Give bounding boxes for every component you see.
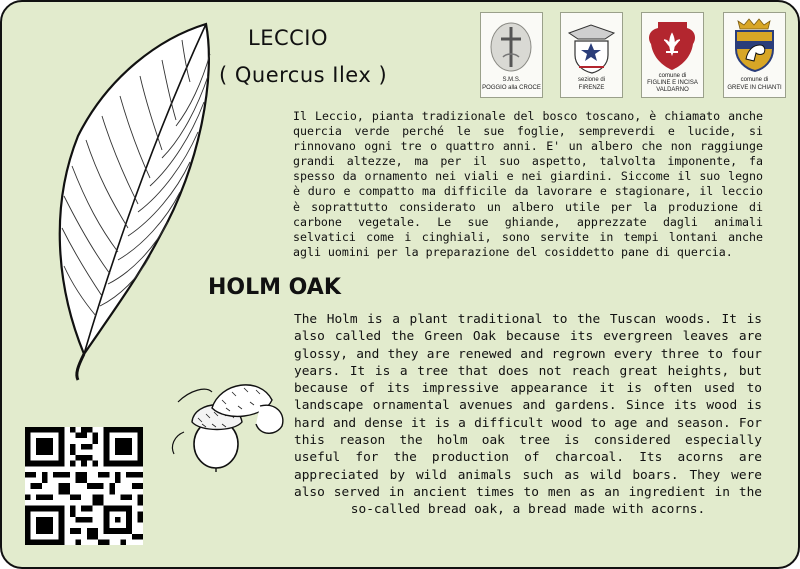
- logo-caption: S.M.S.: [502, 77, 521, 83]
- title-italian-name: LECCIO: [248, 26, 329, 50]
- municipal-crest-lily-icon: [642, 16, 703, 74]
- logo-figline-incisa: [641, 12, 704, 98]
- leaf-illustration: [20, 16, 220, 386]
- cross-relief-icon: [481, 17, 542, 77]
- description-italian: Il Leccio, pianta tradizionale del bosco toscano, è chiamato anche quercia verde perché le sue foglie, sempreverdi e lucide, si rinnovano ogni tre o quattro anni. E' un albero che non raggiunge grandi altezze, ma per il suo aspetto, talvolta imponente, fa spesso da ornamento nei viali e nei giardini. Siccome il suo legno è duro e compatto ma difficile da lavorare e stagionare, il leccio è soprattutto considerato un albero utile per la produzione di carbone vegetale. Le sue ghiande, apprezzate dagli animali selvatici come i cinghiali, sono servite in tempi lontani anche agli uomini per la preparazione del cosiddetto pane di quercia.: [293, 109, 763, 259]
- logo-caption: comune di: [740, 77, 769, 83]
- logo-caption: FIRENZE: [578, 85, 605, 91]
- description-english: The Holm is a plant traditional to the Tuscan woods. It is also called the Green Oak because its evergreen leaves are glossy, and they are renewed and regrown every three to four years. It is a tree that does not reach great heights, but because of its impressive appearance it is often used to landscape ornamental avenues and gardens. Since its wood is hard and dense it is a difficult wood to age and season. For this reason the holm oak tree is considered especially useful for the production of charcoal. Its acorns are appreciated by wild animals such as wild boars. They were also served in ancient times to men as an ingredient in the so-called bread oak, a bread made with acorns.: [294, 312, 762, 518]
- qr-code[interactable]: [25, 427, 143, 545]
- municipal-crest-rampant-icon: [724, 15, 785, 75]
- title-latin-name: ( Quercus Ilex ): [219, 63, 388, 87]
- logo-caption: POGGIO alla CROCE: [482, 85, 541, 91]
- logo-caption: VALDARNO: [656, 87, 689, 93]
- logo-greve-chianti: [723, 12, 786, 98]
- logo-sezione-firenze: [560, 12, 623, 98]
- sponsor-logos: [480, 12, 786, 102]
- title-english-name: HOLM OAK: [208, 275, 341, 300]
- logo-caption: GREVE IN CHIANTI: [727, 85, 782, 91]
- acorns-illustration: [160, 362, 290, 474]
- logo-caption: FIGLINE E INCISA: [647, 80, 698, 86]
- logo-caption: sezione di: [577, 77, 606, 83]
- logo-caption: comune di: [658, 73, 687, 79]
- club-emblem-icon: [561, 17, 622, 77]
- logo-sms-poggio: [480, 12, 543, 98]
